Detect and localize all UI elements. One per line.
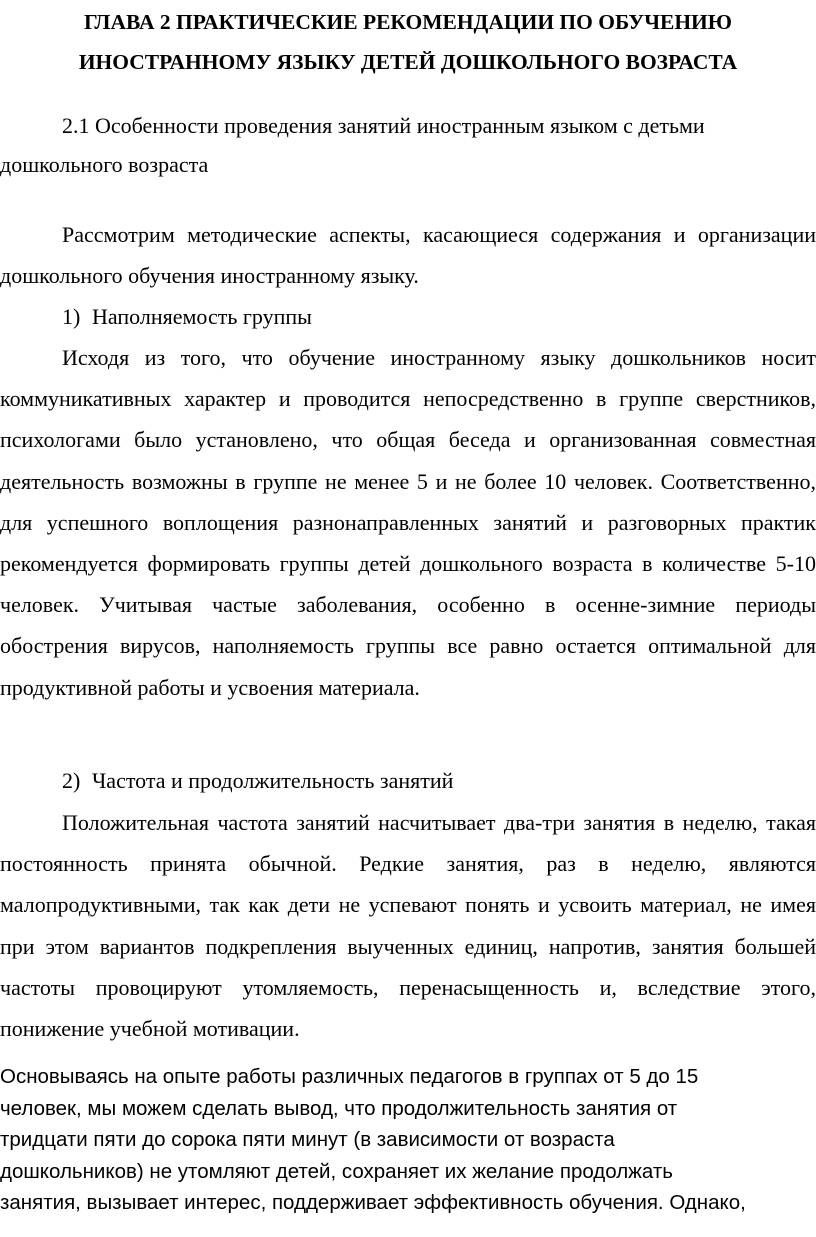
chapter-title [0, 2, 816, 82]
duration-paragraph [0, 1061, 816, 1219]
chapter-title-line-1: ГЛАВА 2 ПРАКТИЧЕСКИЕ РЕКОМЕНДАЦИИ ПО ОБУЧЕНИЮ [84, 10, 732, 34]
duration-line: занятия, вызывает интерес, поддерживает эффективность обучения. Однако, [0, 1191, 746, 1214]
list-item-number: 1) [62, 304, 81, 329]
chapter-title-line-2: ИНОСТРАННОМУ ЯЗЫКУ ДЕТЕЙ ДОШКОЛЬНОГО ВОЗРАСТА [78, 50, 738, 74]
list-item-label: Наполняемость группы [92, 304, 312, 329]
list-item-frequency [62, 760, 453, 801]
duration-line: человек, мы можем сделать вывод, что продолжительность занятия от [0, 1096, 678, 1120]
group-size-paragraph: Исходя из того, что обучение иностранному языку дошкольников носит коммуникативных характер и проводится непосредственно в группе сверстников, психологами было установлено, что общая беседа и организованная совместная деятельность возможны в группе не менее 5 и не более 10 человек. Соответственно, для успешного воплощения разнонаправленных занятий и разговорных практик рекомендуется формировать группы детей дошкольного возраста в количестве 5-10 человек. Учитывая частые заболевания, особенно в осенне-зимние периоды обострения вирусов, наполняемость группы все равно остается оптимальной для продуктивной работы и усвоения материала. [0, 345, 816, 700]
list-item-group-size [62, 296, 312, 337]
section-title-line-2: дошкольного возраста [0, 152, 209, 177]
duration-line: тридцати пяти до сорока пяти минут (в зависимости от возраста [0, 1128, 615, 1151]
section-title [0, 106, 816, 184]
section-title-line-1: 2.1 Особенности проведения занятий иностранным языком с детьми [62, 113, 705, 138]
list-item-label: Частота и продолжительность занятий [92, 768, 454, 793]
duration-line: дошкольников) не утомляют детей, сохраняет их желание продолжать [0, 1159, 673, 1183]
intro-paragraph: Рассмотрим методические аспекты, касающиеся содержания и организации дошкольного обучения иностранному языку. [0, 222, 816, 289]
frequency-paragraph: Положительная частота занятий насчитывает два-три занятия в неделю, такая постоянность принята обычной. Редкие занятия, раз в неделю, являются малопродуктивными, так как дети не успевают понять и усвоить материал, не имея при этом вариантов подкрепления выученных единиц, напротив, занятия большей частоты провоцируют утомляемость, перенасыщенность и, вследствие этого, понижение учебной мотивации. [0, 810, 816, 1042]
list-item-number: 2) [62, 768, 81, 793]
duration-line: Основываясь на опыте работы различных педагогов в группах от 5 до 15 [0, 1065, 699, 1088]
